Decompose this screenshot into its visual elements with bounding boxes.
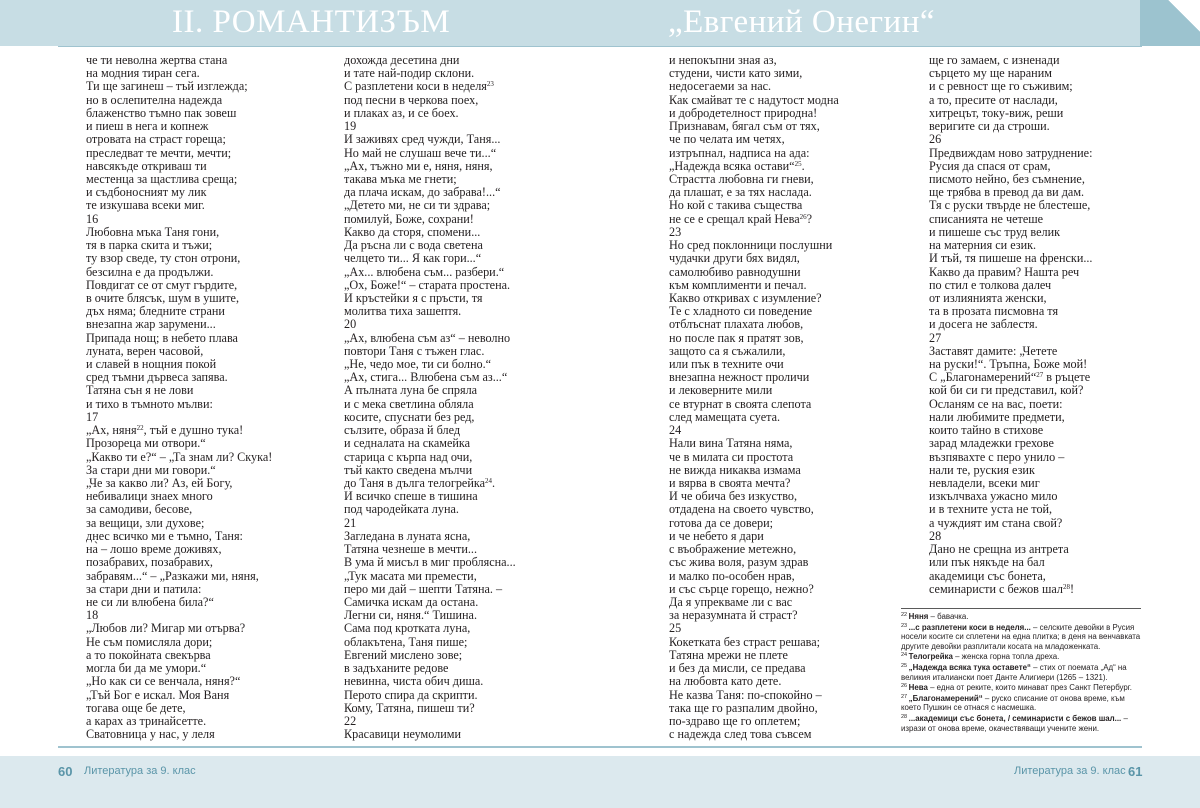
- poem-line: Кокетката без страст решава;: [669, 634, 821, 649]
- poem-line: да плашат, е за тях наслада.: [669, 185, 812, 200]
- poem-line: академици със бонета,: [929, 568, 1046, 583]
- poem-line: и плаках аз, и се боех.: [344, 105, 459, 120]
- footnote-term: ...академици със бонета, / семинаристи с бежов шал...: [908, 713, 1122, 723]
- poem-line: Кому, Татяна, пишеш ти?: [344, 700, 475, 715]
- poem-line: „Детето ми, не си ти здрава;: [344, 198, 491, 213]
- poem-line: Прозореца ми отвори.“: [86, 436, 206, 451]
- poem-line: „Тук масата ми премести,: [344, 568, 477, 583]
- poem-line: молитва тиха зашептя.: [344, 304, 462, 319]
- poem-line: че по челата им четях,: [669, 132, 785, 147]
- poem-line: „Ах... влюбена съм... разбери.“: [344, 264, 505, 279]
- stanza-number: 19: [344, 119, 357, 134]
- footnote-term: ...с разплетени коси в неделя...: [908, 622, 1031, 632]
- poem-line: на руски!“. Тръпна, Боже мой!: [929, 357, 1088, 372]
- poem-line: и с мека светлина обляла: [344, 396, 474, 411]
- stanza-number: 26: [929, 132, 942, 147]
- footer-band: [0, 756, 1200, 808]
- poem-line: недосегаеми за нас.: [669, 79, 772, 94]
- poem-line: писмото нейно, без съмнение,: [929, 171, 1085, 186]
- poem-line: И заживях сред чужди, Таня...: [344, 132, 501, 147]
- poem-line: днес всичко ми е тъмно, Таня:: [86, 528, 243, 543]
- poem-line: а чуждият им стана свой?: [929, 515, 1063, 530]
- poem-line: Красавици неумолими: [344, 727, 462, 742]
- poem-line: и пишеше със труд велик: [929, 224, 1061, 239]
- poem-line: готова да се довери;: [669, 515, 773, 530]
- poem-line: тя в парка скита и тъжи;: [86, 238, 213, 253]
- poem-line: Да я упрекваме ли с вас: [669, 594, 793, 609]
- poem-line: Легни си, няня.“ Тишина.: [344, 608, 478, 623]
- poem-line: защото са я съжалили,: [669, 343, 786, 358]
- poem-line: Предвиждам ново затруднение:: [929, 145, 1093, 160]
- poem-line: че в милата си простота: [669, 449, 794, 464]
- poem-line: за стари дни и патила:: [86, 581, 202, 596]
- stanza-number: 22: [344, 713, 357, 728]
- poem-column-3: [669, 54, 839, 741]
- poem-line: Какво да сторя, спомени...: [344, 224, 481, 239]
- poem-line: Но сред поклонници послушни: [669, 238, 833, 253]
- poem-line: Самичка искам да остана.: [344, 594, 479, 609]
- poem-line: Как смайват те с надутост модна: [669, 92, 839, 107]
- poem-line: Осланям се на вас, поети:: [929, 396, 1063, 411]
- poem-line: не вижда никаква измама: [669, 462, 801, 477]
- poem-line: Любовна мъка Таня гони,: [86, 224, 220, 239]
- poem-line: на̀ – лошо време доживях,: [86, 542, 222, 557]
- poem-line: забравям...“ – „Разкажи ми, няня,: [86, 568, 259, 583]
- poem-line: „Тъй Бог е искал. Моя Ваня: [86, 687, 230, 702]
- poem-line: след мамещата суета.: [669, 409, 781, 424]
- poem-line: нали любимите предмети,: [929, 409, 1065, 424]
- stanza-number: 28: [929, 528, 942, 543]
- poem-line: със жива воля, разум здрав: [669, 555, 809, 570]
- poem-line: Нали вина Татяна няма,: [669, 436, 793, 451]
- poem-line: Какво да правим? Нашта реч: [929, 264, 1080, 279]
- poem-line: сълзите, образа й блед: [344, 423, 461, 438]
- poem-line: и вярва в своята мечта?: [669, 476, 791, 490]
- poem-line: зарад младежки грехове: [929, 436, 1054, 451]
- stanza-number: 23: [669, 224, 682, 239]
- poem-line: за неразумната й страст?: [669, 608, 798, 623]
- poem-line: на модния тиран сега.: [86, 66, 200, 81]
- poem-line: кой би си ги представил, кой?: [929, 383, 1084, 398]
- stanza-number: 16: [86, 211, 99, 226]
- poem-column-1: [86, 54, 272, 741]
- poem-line: „Надежда всяка остави“$^{25}$.: [669, 158, 805, 173]
- right-footer-text: Литература за 9. клас: [1014, 765, 1126, 777]
- footnote-term: Телогрейка: [908, 652, 953, 662]
- footnote-number: 25: [901, 662, 909, 669]
- poem-line: и съдбоносният му лик: [86, 185, 207, 200]
- poem-line: невинна, чиста обич диша.: [344, 674, 484, 689]
- footnote-term: Няня: [908, 612, 929, 621]
- poem-line: Перото спира да скрипти.: [344, 687, 478, 702]
- poem-line: а то покойната свекърва: [86, 647, 211, 662]
- poem-line: изкълчваха ужасно мило: [929, 489, 1058, 504]
- footnote-term: Нева: [908, 683, 928, 693]
- footnote-ref: 24: [485, 477, 492, 485]
- poem-line: „Какво ти е?“ – „Та знам ли? Скука!: [86, 449, 273, 464]
- poem-line: ще трябва в превод да ви дам.: [929, 185, 1085, 200]
- poem-line: но после пак я пратят зов,: [669, 330, 804, 345]
- footnote-ref: 22: [136, 424, 144, 433]
- poem-line: И че обича без изкуство,: [669, 489, 798, 504]
- poem-line: сред тъмни дървеса запява.: [86, 370, 228, 385]
- poem-line: и че небето я дари: [669, 528, 764, 543]
- header-rule: [58, 46, 1142, 47]
- poem-line: С разплетени коси в неделя$^{23}$: [344, 79, 494, 94]
- poem-line: Но май не слушаш вече ти...“: [344, 145, 497, 160]
- poem-line: Страстта любовна ги гневи,: [669, 171, 814, 186]
- footnote-rule: [901, 608, 1141, 609]
- poem-line: а то, пресите от наслади,: [929, 92, 1058, 107]
- poem-line: на матерния си език.: [929, 238, 1037, 253]
- poem-line: веригите си да строши.: [929, 119, 1050, 134]
- poem-line: Признавам, бягал съм от тях,: [669, 119, 820, 134]
- poem-line: Татяна мрежи не плете: [669, 647, 788, 662]
- poem-line: семинаристи с бежов шал$^{28}$!: [929, 581, 1075, 596]
- poem-line: местенца за щастлива среща;: [86, 171, 238, 186]
- poem-line: възпявахте с перо унило –: [929, 449, 1065, 464]
- poem-line: и малко по-особен нрав,: [669, 568, 795, 583]
- footnotes: [901, 611, 1146, 733]
- footnote-ref: 26: [799, 212, 807, 221]
- poem-line: ще го замаем, с изненади: [929, 53, 1060, 67]
- poem-line: под песни в черкова поех,: [344, 92, 479, 107]
- poem-line: и пиеш в нега и копнеж: [86, 119, 209, 134]
- footnote-number: 26: [901, 683, 909, 690]
- poem-line: списанията не четеше: [929, 211, 1044, 226]
- footnote: $^{26}$ Нева – една от реките, които минават през Санкт Петербург.: [901, 683, 1132, 693]
- poem-line: такава мъка ме гнети;: [344, 171, 457, 186]
- poem-line: невладели, всеки миг: [929, 476, 1040, 490]
- poem-line: и лековерните мили: [669, 383, 773, 398]
- poem-line: самолюбиво равнодушни: [669, 264, 801, 279]
- poem-line: Да ръсна ли с вода светена: [344, 238, 483, 253]
- footer-rule: [58, 746, 1142, 748]
- poem-line: внезапна жар зарумени...: [86, 317, 216, 332]
- poem-line: навсякъде откриваш ти: [86, 158, 207, 173]
- poem-line: помилуй, Боже, сохрани!: [344, 211, 474, 226]
- stanza-number: 27: [929, 330, 942, 345]
- poem-line: дъх няма; бледните страни: [86, 304, 225, 319]
- page-corner-decoration: [1140, 0, 1200, 46]
- poem-line: и със сърце горещо, нежно?: [669, 581, 814, 596]
- poem-line: Те с хладното си поведение: [669, 304, 813, 319]
- poem-line: Но кой с такива същества: [669, 198, 803, 213]
- poem-line: челцето ти... Я как гори...“: [344, 251, 482, 266]
- poem-line: Евгений мислено зове;: [344, 647, 463, 662]
- poem-line: Татяна сън я не лови: [86, 383, 194, 398]
- poem-line: а карах аз тринайсетте.: [86, 713, 207, 728]
- poem-line: и седналата на скамейка: [344, 436, 471, 451]
- poem-line: „Ох, Боже!“ – старата простена.: [344, 277, 511, 292]
- footnote-number: 28: [901, 713, 909, 720]
- poem-line: Татяна чезнеше в мечти...: [344, 542, 477, 557]
- poem-line: Сватовница у нас, у леля: [86, 727, 215, 742]
- poem-line: внезапна нежност проличи: [669, 370, 810, 385]
- poem-line: облакътена, Таня пише;: [344, 634, 468, 649]
- work-title: „Евгений Онегин“: [668, 4, 936, 40]
- footnote-number: 23: [901, 622, 909, 629]
- poem-line: и славей в нощния покой: [86, 357, 217, 372]
- poem-line: че ти неволна жертва стана: [86, 53, 228, 67]
- poem-line: или пък някъде на бал: [929, 555, 1045, 570]
- poem-line: луната, верен часовой,: [86, 343, 204, 358]
- stanza-number: 18: [86, 608, 99, 623]
- poem-line: отблъснат плахата любов,: [669, 317, 804, 332]
- poem-line: и без да мисли, се предава: [669, 661, 806, 676]
- poem-line: Тя с руски твърде не блестеше,: [929, 198, 1091, 213]
- poem-line: Загледана в луната ясна,: [344, 528, 471, 543]
- footnote: $^{25}$ „Надежда всяка тука оставете“ – стих от поемата „Ад“ на великия италиански поет Данте Алигиери (1265 – 1321).: [901, 662, 1127, 682]
- poem-line: и тихо в тъмното мълви:: [86, 396, 213, 411]
- footnote: $^{23}$ ...с разплетени коси в неделя... – селските девойки в Русия носели косите си сплетени на една плитка; в деня на венчавката другите девойки разплитали косата на младоженката.: [901, 622, 1141, 651]
- poem-line: и с ревност ще го съживим;: [929, 79, 1073, 94]
- poem-line: безсилна е да продължи.: [86, 264, 214, 279]
- poem-line: И кръстейки я с пръсти, тя: [344, 290, 483, 305]
- poem-line: преследват те мечти, мечти;: [86, 145, 232, 160]
- poem-line: И тъй, тя пишеше на френски...: [929, 251, 1093, 266]
- poem-line: Повдигат се от смут гърдите,: [86, 277, 238, 292]
- poem-line: та в прозата писмовна тя: [929, 304, 1059, 319]
- poem-line: от излиянията женски,: [929, 290, 1047, 305]
- footnote: $^{22}$ Няня – бавачка.: [901, 612, 969, 621]
- footnote: $^{24}$ Телогрейка – женска горна топла дреха.: [901, 652, 1060, 662]
- poem-line: с надежда след това съвсем: [669, 727, 812, 742]
- footnote-ref: 25: [794, 159, 802, 168]
- poem-line: нали те, руския език: [929, 462, 1035, 477]
- poem-line: За стари дни ми говори.“: [86, 462, 216, 477]
- footnote-ref: 27: [1036, 371, 1044, 380]
- poem-line: които тайно в стихове: [929, 423, 1044, 438]
- poem-line: Не казва Таня: по-спокойно –: [669, 687, 822, 702]
- poem-line: така ще го разпалим двойно,: [669, 700, 818, 715]
- poem-line: до Таня в дълга телогрейка$^{24}$.: [344, 476, 496, 490]
- poem-line: косите, спуснати без ред,: [344, 409, 475, 424]
- poem-line: студени, чисти като зими,: [669, 66, 803, 81]
- poem-line: Припада нощ; в небето плава: [86, 330, 238, 345]
- left-page-number: 60: [58, 764, 73, 779]
- poem-line: или пък в техните очи: [669, 357, 784, 372]
- left-footer-text: Литература за 9. клас: [84, 765, 196, 777]
- poem-line: Дано не срещна из антрета: [929, 542, 1069, 557]
- footnote: $^{27}$ „Благонамерений“ – руско списание от онова време, към което Пушкин се отнася с насмешка.: [901, 693, 1125, 713]
- stanza-number: 24: [669, 423, 682, 438]
- poem-line: чудачки други бях видял,: [669, 251, 800, 266]
- footnote-number: 22: [901, 612, 909, 618]
- poem-line: за самодиви, бесове,: [86, 502, 193, 517]
- poem-line: и досега не заблестя.: [929, 317, 1038, 332]
- poem-column-4: [929, 54, 1092, 596]
- poem-line: тогава още бе дете,: [86, 700, 186, 715]
- poem-line: се втурнат в своята слепота: [669, 396, 812, 411]
- poem-line: по стил е толкова далеч: [929, 277, 1052, 292]
- poem-line: да плача искам, до забрава!...“: [344, 185, 501, 200]
- poem-line: позабравих, позабравих,: [86, 555, 213, 570]
- poem-line: блаженство тъмно пак зовеш: [86, 105, 237, 120]
- right-page-number: 61: [1128, 764, 1143, 779]
- poem-column-2: [344, 54, 516, 741]
- footnote-number: 24: [901, 652, 909, 659]
- footnote-term: „Благонамерений“: [908, 693, 983, 703]
- poem-line: с въображение метежно,: [669, 542, 797, 557]
- poem-line: „Но как си се венчала, няня?“: [86, 674, 241, 689]
- poem-line: „Любов ли? Мигар ми отърва?: [86, 621, 246, 636]
- poem-line: перо ми дай – шепти Татяна. –: [344, 581, 503, 596]
- poem-line: Сама под кротката луна,: [344, 621, 471, 636]
- poem-line: Какво откривах с изумление?: [669, 290, 822, 305]
- poem-line: повтори Таня с тъжен глас.: [344, 343, 485, 358]
- poem-line: хитрецът, току-виж, реши: [929, 105, 1064, 120]
- poem-line: Заставят дамите: „Четете: [929, 343, 1058, 358]
- footnote-ref: 28: [1062, 582, 1070, 591]
- footnote-ref: 23: [486, 80, 494, 89]
- poem-line: ту взор сведе, ту стон отрони,: [86, 251, 241, 266]
- poem-line: и в техните уста не той,: [929, 502, 1053, 517]
- poem-line: А пълната луна бе спряла: [344, 383, 478, 398]
- stanza-number: 17: [86, 409, 99, 424]
- poem-line: отровата на страст гореща;: [86, 132, 226, 147]
- poem-line: Не съм помисляла дори;: [86, 634, 213, 649]
- poem-line: по-здраво ще го оплетем;: [669, 713, 801, 728]
- poem-line: И всичко спеше в тишина: [344, 489, 478, 504]
- poem-line: „Че за какво ли? Аз, ей Богу,: [86, 476, 233, 490]
- poem-line: небивалици знаех много: [86, 489, 213, 504]
- footnote-term: „Надежда всяка тука оставете“: [908, 662, 1031, 672]
- poem-line: „Не, чедо мое, ти си болно.“: [344, 357, 492, 372]
- poem-line: под чародейката луна.: [344, 502, 459, 517]
- stanza-number: 21: [344, 515, 357, 530]
- poem-line: Ти ще загинеш – тъй изглежда;: [86, 79, 248, 94]
- poem-line: могла би да ме умори.“: [86, 661, 207, 676]
- poem-line: сърцето му ще нараним: [929, 66, 1052, 81]
- poem-line: и тате най-подир склони.: [344, 66, 475, 81]
- poem-line: в задъханите редове: [344, 661, 449, 676]
- poem-line: дохожда десетина дни: [344, 53, 460, 67]
- poem-line: в очите блясък, шум в ушите,: [86, 290, 239, 305]
- stanza-number: 20: [344, 317, 357, 332]
- poem-line: „Ах, стига... Влюбена съм аз...“: [344, 370, 508, 385]
- stanza-number: 25: [669, 621, 682, 636]
- poem-line: С „Благонамерений“$^{27}$ в ръцете: [929, 370, 1091, 385]
- poem-line: старица с кърпа над очи,: [344, 449, 473, 464]
- poem-line: и непокъпни зная аз,: [669, 53, 777, 67]
- footnote-number: 27: [901, 693, 909, 700]
- poem-line: тъй както сведена мълчи: [344, 462, 473, 477]
- poem-line: В ума й мисъл в миг проблясна...: [344, 555, 516, 570]
- poem-line: към комплименти и печал.: [669, 277, 807, 292]
- poem-line: не си ли влюбена била?“: [86, 594, 214, 609]
- poem-line: но в ослепителна надежда: [86, 92, 223, 107]
- poem-line: и добродетелност природна!: [669, 105, 818, 120]
- poem-line: „Ах, тъжно ми е, няня, няня,: [344, 158, 493, 173]
- poem-line: те изкушава всеки миг.: [86, 198, 205, 213]
- poem-line: „Ах, влюбена съм аз“ – неволно: [344, 330, 511, 345]
- poem-line: не се е срещал край Нева$^{26}$?: [669, 211, 813, 226]
- poem-line: за вещици, зли духове;: [86, 515, 205, 530]
- poem-line: изтръпнал, надписа на ада:: [669, 145, 810, 160]
- poem-line: отдадена на своето чувство,: [669, 502, 814, 517]
- section-title: II. РОМАНТИЗЪМ: [172, 4, 451, 40]
- poem-line: „Ах, няня$^{22}$, тъй е душно тука!: [86, 423, 244, 438]
- poem-line: на любовта като дете.: [669, 674, 782, 689]
- poem-line: Русия да спася от срам,: [929, 158, 1051, 173]
- footnote: $^{28}$ ...академици със бонета, / семинаристи с бежов шал... – изрази от онова време, окачествяващи учените жени.: [901, 713, 1128, 733]
